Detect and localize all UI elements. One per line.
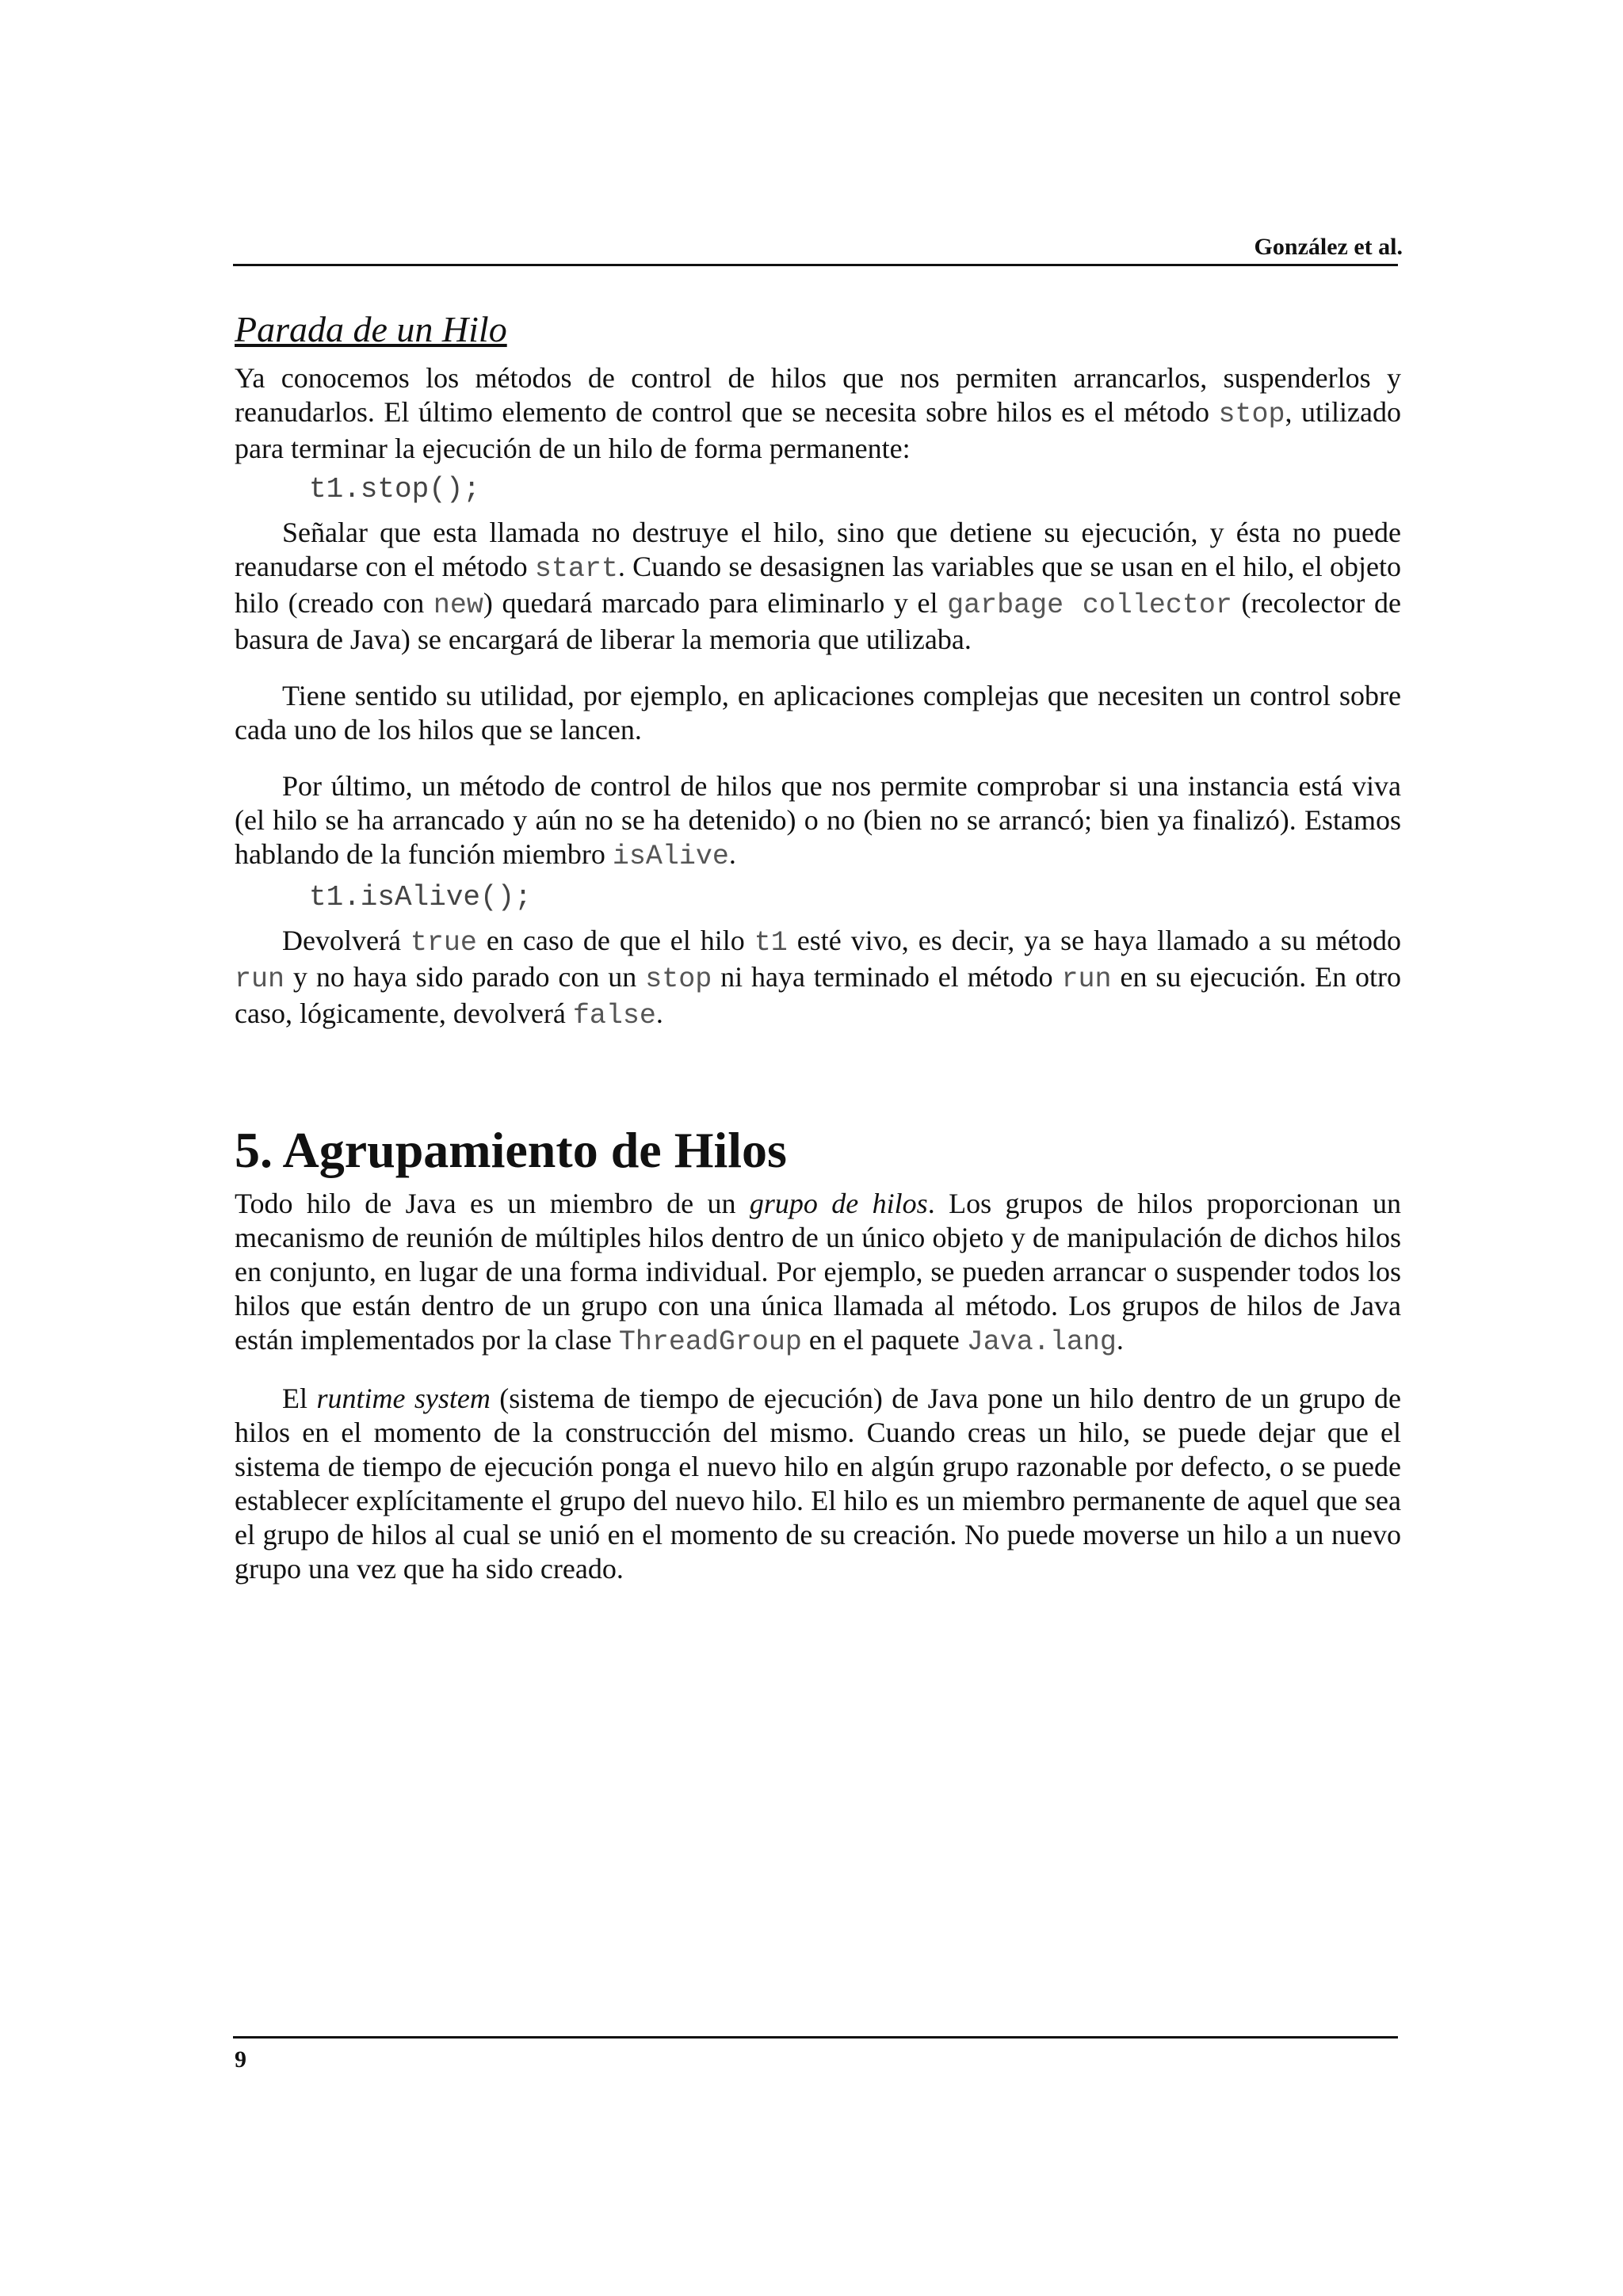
text-run: en caso de que el hilo: [476, 925, 754, 956]
section-title: 5. Agrupamiento de Hilos: [235, 1122, 787, 1178]
text-run: El: [282, 1383, 317, 1414]
text-run: . Cuando se desasignen las variables que se usan en el hilo, el objeto hilo (creado con: [235, 551, 1401, 619]
paragraph-runtime-system: [235, 1382, 1401, 1586]
inline-code: Java.lang: [966, 1326, 1117, 1358]
paragraph-stop-utility: Tiene sentido su utilidad, por ejemplo, en aplicaciones complejas que necesiten un control sobre cada uno de los hilos que se lancen.: [235, 680, 1401, 746]
inline-code: stop: [645, 963, 712, 995]
text-run: ni haya terminado el método: [712, 961, 1062, 993]
paragraph-thread-groups: [235, 1187, 1401, 1360]
text-run: ) quedará marcado para eliminarlo y el: [483, 587, 948, 619]
text-run: Señalar que esta llamada no destruye el hilo, sino que detiene su ejecución, y ésta no puede reanudarse con el método: [235, 517, 1401, 582]
inline-code: true: [410, 927, 477, 959]
code-isalive: t1.isAlive();: [309, 881, 532, 913]
text-run: y no haya sido parado con un: [285, 961, 646, 993]
text-run: .: [655, 997, 663, 1029]
paragraph-isalive-result: [235, 924, 1401, 1033]
text-run: , utilizado para terminar la ejecución de un hilo de forma permanente:: [235, 396, 1402, 464]
text-run: esté vivo, es decir, ya se haya llamado a su método: [787, 925, 1401, 956]
inline-code: ThreadGroup: [618, 1326, 802, 1358]
paragraph-isalive-intro: [235, 769, 1401, 874]
text-run: .: [1116, 1324, 1124, 1356]
text-run: (recolector de basura de Java) se encargará de liberar la memoria que utilizaba.: [235, 587, 1402, 655]
italic-term: grupo de hilos: [749, 1188, 928, 1219]
text-run: (sistema de tiempo de ejecución) de Java pone un hilo dentro de un grupo de hilos en el momento de la construcción del mismo. Cuando creas un hilo, se puede dejar que el sistema de tiempo de ejecución ponga el nuevo hilo en algún grupo razonable por defecto, o se puede establecer explícitamente el grupo del nuevo hilo. El hilo es un miembro permanente de aquel que sea el grupo de hilos al cual se unió en el momento de su creación. No puede moverse un hilo a un nuevo grupo una vez que ha sido creado.: [235, 1383, 1401, 1585]
inline-code: start: [534, 553, 618, 585]
text-run: en el paquete: [801, 1324, 967, 1356]
inline-code: isAlive: [612, 841, 729, 872]
running-header-author: González et al.: [1254, 234, 1403, 260]
text-run: Por último, un método de control de hilos que nos permite comprobar si una instancia está viva (el hilo se ha arrancado y aún no se ha detenido) o no (bien no se arrancó; bien ya finalizó). Estamos hablando de la función miembro: [235, 770, 1401, 870]
text-run: .: [728, 838, 736, 870]
italic-term: runtime system: [316, 1383, 491, 1414]
page-number: 9: [235, 2046, 246, 2073]
code-stop: t1.stop();: [309, 473, 481, 505]
text-run: Ya conocemos los métodos de control de hilos que nos permiten arrancarlos, suspenderlos y reanudarlos. El último elemento de control que se necesita sobre hilos es el método: [235, 362, 1401, 428]
subsection-title: Parada de un Hilo: [235, 309, 507, 349]
page-body: [235, 307, 1401, 1586]
inline-code: new: [433, 589, 483, 621]
header-rule: [233, 264, 1398, 266]
inline-code: stop: [1218, 399, 1285, 430]
inline-code: false: [572, 1000, 656, 1032]
text-run: Devolverá: [282, 925, 411, 956]
paragraph-stop-effect: [235, 516, 1401, 657]
inline-code: garbage collector: [947, 589, 1232, 621]
text-run: . Los grupos de hilos proporcionan un mecanismo de reunión de múltiples hilos dentro de un único objeto y de manipulación de dichos hilos en conjunto, en lugar de una forma individual. Por ejemplo, se pueden arrancar o suspender todos los hilos que están dentro de un grupo con una única llamada al método. Los grupos de hilos de Java están implementados por la clase: [235, 1188, 1401, 1356]
inline-code: run: [235, 963, 285, 995]
inline-code: t1: [754, 927, 788, 959]
text-run: Todo hilo de Java es un miembro de un: [235, 1188, 750, 1219]
inline-code: run: [1061, 963, 1112, 995]
text-run: en su ejecución. En otro caso, lógicamente, devolverá: [235, 961, 1401, 1029]
paragraph-stop-intro: [235, 361, 1401, 466]
footer-rule: [233, 2036, 1398, 2039]
